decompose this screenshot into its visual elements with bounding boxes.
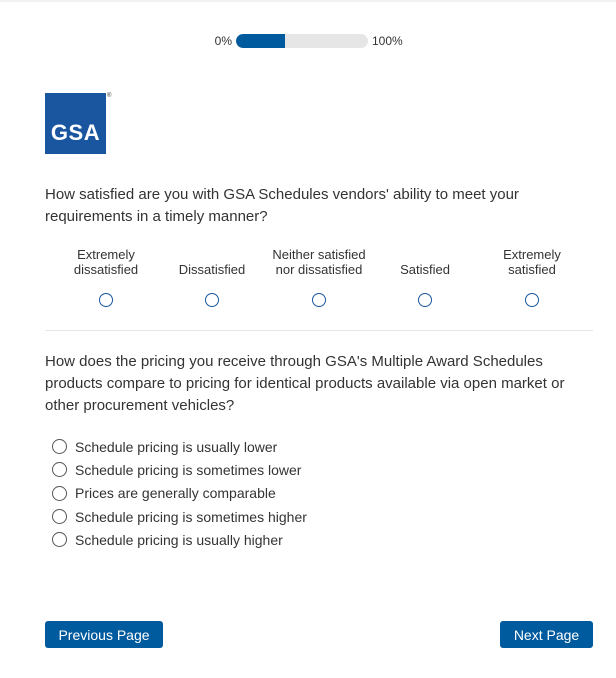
option-label: Schedule pricing is usually higher (75, 531, 283, 548)
radio-button[interactable] (525, 293, 539, 307)
scale-label: Extremely dissatisfied (73, 247, 139, 277)
scale-label: Extremely satisfied (503, 247, 561, 277)
satisfaction-scale (45, 247, 593, 311)
radio-button[interactable] (52, 486, 67, 501)
radio-button[interactable] (99, 293, 113, 307)
progress-start-label: 0% (214, 34, 232, 48)
pricing-option[interactable] (52, 458, 307, 481)
scale-option-satisfied[interactable] (365, 247, 485, 307)
progress-end-label: 100% (372, 34, 403, 48)
question-2-text: How does the pricing you receive through GSA's Multiple Award Schedules products compare to pricing for identical products available via open market or other procurement vehicles? (45, 353, 565, 414)
radio-button[interactable] (52, 462, 67, 477)
radio-button[interactable] (418, 293, 432, 307)
pricing-option[interactable] (52, 528, 307, 551)
radio-button[interactable] (52, 439, 67, 454)
radio-button[interactable] (52, 509, 67, 524)
pricing-options-list (52, 435, 307, 551)
top-divider (0, 0, 616, 2)
option-label: Schedule pricing is sometimes lower (75, 461, 302, 478)
scale-label: Neither satisfied nor dissatisfied (272, 247, 366, 277)
next-page-button[interactable]: Next Page (500, 621, 593, 648)
gsa-logo-text: GSA (50, 119, 101, 145)
option-label: Schedule pricing is sometimes higher (75, 508, 307, 525)
scale-label: Satisfied (400, 262, 450, 277)
question-divider (45, 330, 593, 331)
progress-bar (236, 34, 368, 48)
question-1-text: How satisfied are you with GSA Schedules vendors' ability to meet your requirements in a timely manner? (45, 186, 519, 225)
option-label: Schedule pricing is usually lower (75, 438, 278, 455)
pricing-option[interactable] (52, 482, 307, 505)
previous-page-button[interactable]: Previous Page (45, 621, 163, 648)
radio-button[interactable] (312, 293, 326, 307)
scale-option-dissatisfied[interactable] (152, 247, 272, 307)
progress-indicator (0, 34, 616, 48)
option-label: Prices are generally comparable (75, 485, 276, 502)
scale-option-neutral[interactable] (259, 247, 379, 307)
radio-button[interactable] (205, 293, 219, 307)
scale-label: Dissatisfied (178, 262, 246, 277)
registered-mark: ® (107, 93, 112, 99)
progress-bar-fill (236, 34, 285, 48)
pricing-option[interactable] (52, 505, 307, 528)
scale-option-extremely-dissatisfied[interactable] (46, 247, 166, 307)
scale-option-extremely-satisfied[interactable] (472, 247, 592, 307)
gsa-logo (45, 93, 106, 154)
pricing-option[interactable] (52, 435, 307, 458)
radio-button[interactable] (52, 532, 67, 547)
